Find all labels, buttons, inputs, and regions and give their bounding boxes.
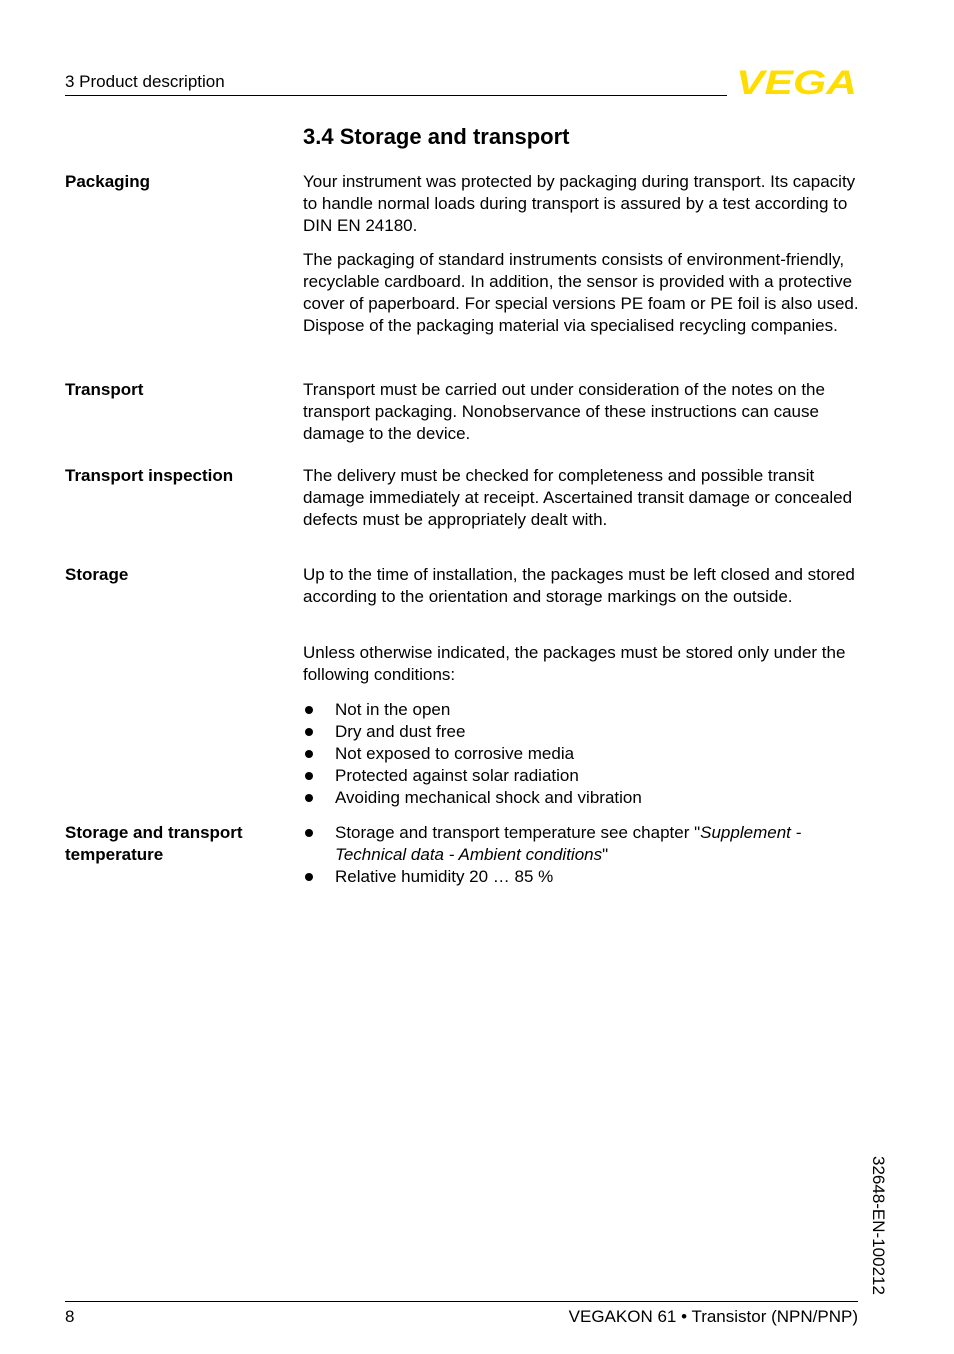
footer-rule bbox=[65, 1301, 858, 1302]
closing-quote: " bbox=[602, 845, 609, 864]
list-item bbox=[303, 822, 863, 866]
footer-title: VEGAKON 61 • Transistor (NPN/PNP) bbox=[568, 1307, 858, 1326]
transport-inspection-label: Transport inspection bbox=[65, 466, 234, 485]
packaging-paragraph-1: Your instrument was protected by packaging during transport. Its capacity to handle normal loads during transport is assured by a test according to DIN EN 24180. bbox=[303, 172, 856, 235]
page-number: 8 bbox=[65, 1307, 75, 1326]
transport-label: Transport bbox=[65, 380, 144, 399]
temperature-list bbox=[303, 822, 863, 888]
list-item: Not exposed to corrosive media bbox=[303, 743, 863, 765]
list-item: Relative humidity 20 … 85 % bbox=[303, 866, 863, 888]
packaging-paragraph-2: The packaging of standard instruments consists of environment-friendly, recyclable cardboard. In addition, the sensor is provided with a protective cover of paperboard. For special versions PE foam or PE foil is also used. Dispose of the packaging material via specialised recycling companies. bbox=[303, 250, 859, 335]
vega-logo bbox=[735, 66, 858, 96]
header-rule bbox=[65, 95, 727, 96]
transport-inspection-paragraph: The delivery must be checked for completeness and possible transit damage immediately at receipt. Ascertained transit damage or concealed defects must be appropriately dealt with. bbox=[303, 466, 853, 529]
chapter-heading: 3 Product description bbox=[65, 72, 225, 91]
chapter-reference: Supplement - Technical data - Ambient conditions bbox=[335, 823, 802, 864]
list-item: Dry and dust free bbox=[303, 721, 863, 743]
temperature-label: Storage and transport temperature bbox=[65, 823, 243, 864]
svg-text:VEGA: VEGA bbox=[736, 66, 857, 96]
storage-paragraph-1: Up to the time of installation, the packages must be left closed and stored according to the orientation and storage markings on the outside. bbox=[303, 565, 855, 606]
storage-label: Storage bbox=[65, 565, 129, 584]
section-title: 3.4 Storage and transport bbox=[303, 124, 570, 149]
storage-paragraph-2: Unless otherwise indicated, the packages must be stored only under the following conditions: bbox=[303, 643, 846, 684]
list-item: Not in the open bbox=[303, 699, 863, 721]
document-number: 32648-EN-100212 bbox=[869, 1156, 888, 1295]
storage-conditions-list bbox=[303, 699, 863, 809]
transport-paragraph: Transport must be carried out under consideration of the notes on the transport packaging. Nonobservance of these instructions can cause damage to the device. bbox=[303, 380, 825, 443]
list-item: Protected against solar radiation bbox=[303, 765, 863, 787]
temperature-text: Storage and transport temperature see chapter " bbox=[335, 823, 701, 842]
packaging-label: Packaging bbox=[65, 172, 151, 191]
list-item: Avoiding mechanical shock and vibration bbox=[303, 787, 863, 809]
